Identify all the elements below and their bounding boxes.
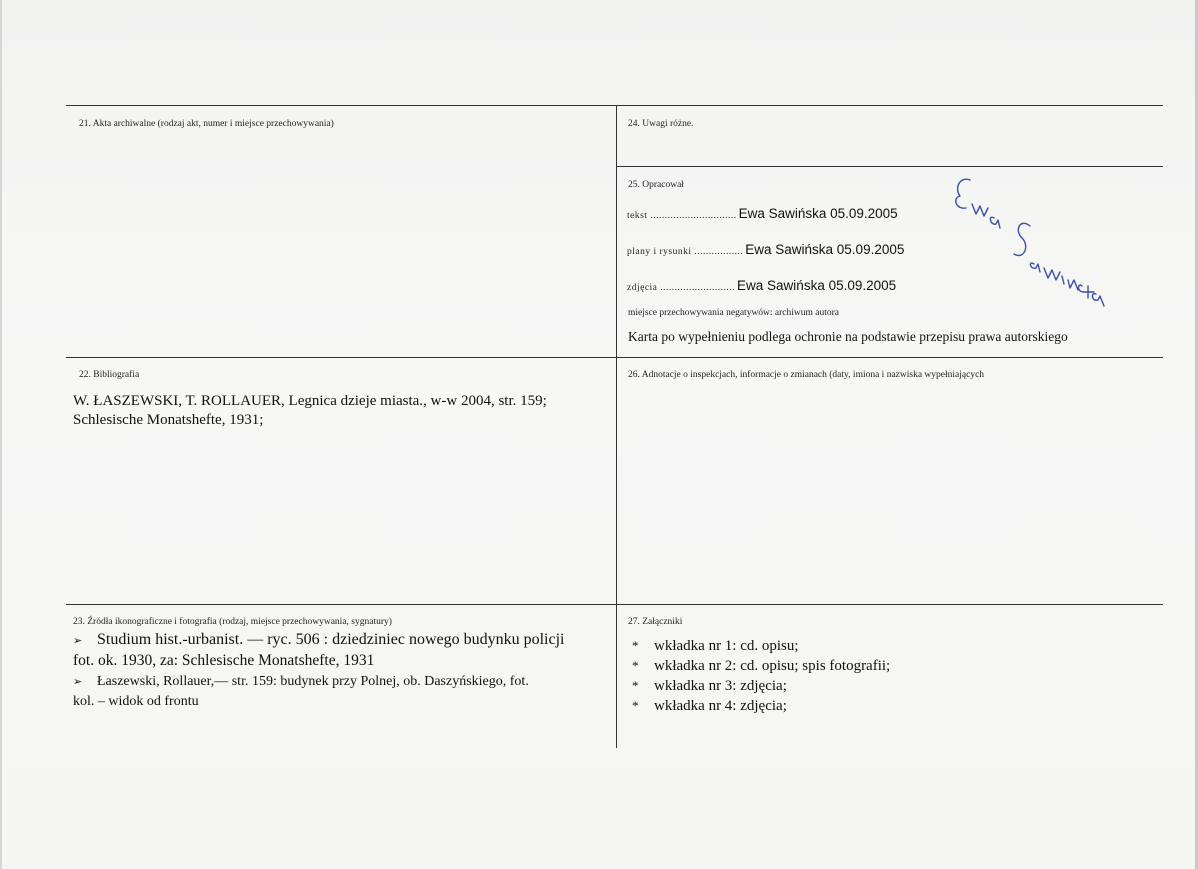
attachments-list (628, 636, 890, 716)
iconographic-sources-list (73, 630, 564, 711)
author-row-plans-label: plany i rysunki ................. (627, 247, 744, 257)
rule-24-25 (616, 166, 1163, 167)
arrow-bullet-icon: ➢ (73, 635, 83, 647)
scan-edge-left (0, 0, 2, 869)
list-item (628, 656, 890, 676)
negatives-location: miejsce przechowywania negatywów: archiwum autora (628, 308, 840, 318)
handwritten-signature (950, 168, 1110, 318)
list-item (73, 630, 564, 651)
list-item-continuation (73, 692, 564, 711)
top-rule (66, 105, 1163, 106)
source-2-line-1: Łaszewski, Rollauer,— str. 159: budynek przy Polnej, ob. Daszyńskiego, fot. (97, 674, 529, 689)
author-row-photos (627, 278, 896, 293)
source-2-line-2: kol. – widok od frontu (73, 694, 199, 709)
rule-row2 (66, 357, 1163, 358)
arrow-bullet-icon: ➢ (73, 676, 83, 688)
section-21-label: 21. Akta archiwalne (rodzaj akt, numer i miejsce przechowywania) (79, 119, 334, 129)
author-row-text-label: tekst .............................. (627, 211, 737, 221)
asterisk-icon: * (632, 678, 639, 693)
author-row-text (627, 206, 898, 221)
bibliography-line-2: Schlesische Monatshefte, 1931; (73, 412, 264, 428)
bibliography-line-1: W. ŁASZEWSKI, T. ROLLAUER, Legnica dzieje miasta., w-w 2004, str. 159; (73, 393, 547, 409)
list-item (628, 636, 890, 656)
attachment-4: wkładka nr 4: zdjęcia; (654, 698, 787, 714)
section-23-label: 23. Źródła ikonograficzne i fotografia (rodzaj, miejsce przechowywania, sygnatury) (73, 617, 392, 627)
copyright-notice: Karta po wypełnieniu podlega ochronie na podstawie przepisu prawa autorskiego (628, 329, 1068, 344)
author-row-photos-label: zdjęcia .......................... (627, 283, 736, 293)
asterisk-icon: * (632, 698, 639, 713)
list-item-continuation (73, 651, 564, 671)
asterisk-icon: * (632, 638, 639, 653)
list-item (628, 696, 890, 716)
attachment-1: wkładka nr 1: cd. opisu; (654, 638, 799, 654)
source-1-line-1: Studium hist.-urbanist. — ryc. 506 : dziedziniec nowego budynku policji (97, 631, 565, 648)
attachment-3: wkładka nr 3: zdjęcia; (654, 678, 787, 694)
section-22-label: 22. Bibliografia (79, 370, 140, 380)
author-row-photos-value: Ewa Sawińska 05.09.2005 (737, 278, 897, 293)
rule-row3 (66, 604, 1163, 605)
section-26-label: 26. Adnotacje o inspekcjach, informacje o zmianach (daty, imiona i nazwiska wypełniających (628, 370, 985, 380)
source-1-line-2: fot. ok. 1930, za: Schlesische Monatshefte, 1931 (73, 652, 375, 669)
section-24-label: 24. Uwagi różne. (628, 119, 694, 129)
section-25-label: 25. Opracował (628, 180, 684, 190)
author-row-plans (627, 242, 904, 257)
section-27-label: 27. Załączniki (628, 617, 683, 627)
asterisk-icon: * (632, 658, 639, 673)
list-item (73, 672, 564, 692)
author-row-plans-value: Ewa Sawińska 05.09.2005 (745, 242, 905, 257)
author-row-text-value: Ewa Sawińska 05.09.2005 (738, 206, 898, 221)
center-divider (616, 105, 617, 748)
attachment-2: wkładka nr 2: cd. opisu; spis fotografii; (654, 658, 891, 674)
list-item (628, 676, 890, 696)
